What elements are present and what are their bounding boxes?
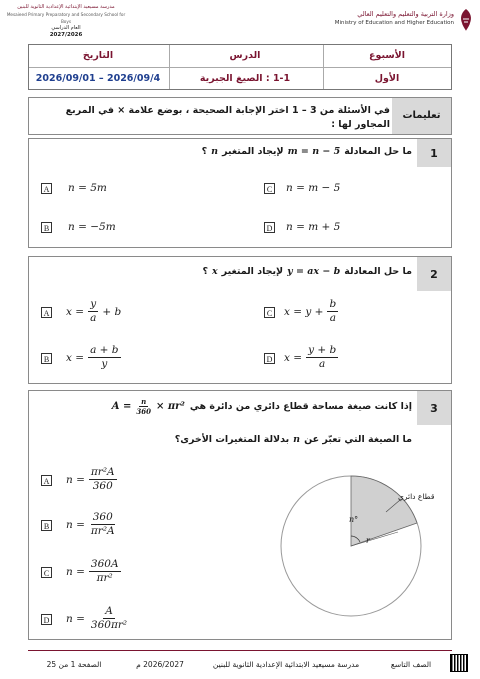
fraction-denominator: a xyxy=(90,312,97,324)
q2-option-a-tail: + b xyxy=(102,305,122,318)
school-name-ar: مدرسة مسيعيد الإبتدائية الإعدادية الثانوية للبنين xyxy=(17,4,115,10)
q2-option-b-lhs: x = xyxy=(66,351,85,364)
footer-grade: الصف التاسع xyxy=(390,660,432,669)
q3-option-b-expr xyxy=(66,511,117,538)
week-header: الأسبوع xyxy=(369,50,405,61)
question-3-subprompt xyxy=(150,434,412,445)
radius-label: r xyxy=(366,536,370,545)
fraction-numerator: a + b xyxy=(90,344,119,356)
fraction-numerator: n xyxy=(141,397,147,406)
q2-option-c-fraction xyxy=(327,298,338,325)
ministry-name-en: Ministry of Education and Higher Education xyxy=(334,20,454,26)
q1-option-d-text: n = m + 5 xyxy=(286,221,341,233)
qr-code-icon xyxy=(450,654,468,672)
q2-option-b-fraction xyxy=(88,344,120,371)
week-value: الأول xyxy=(374,73,400,84)
angle-label: n° xyxy=(349,515,359,524)
question-1-qmark: ؟ xyxy=(201,146,208,157)
fraction-numerator: 360 xyxy=(92,511,113,523)
academic-year: 2027/2026 xyxy=(49,32,83,38)
q2-option-a-expr xyxy=(66,298,121,325)
instructions-label: تعليمات xyxy=(402,110,441,121)
question-3-formula xyxy=(112,397,185,416)
q2-option-a-box[interactable]: A xyxy=(41,307,52,318)
question-2-variable: x xyxy=(212,266,218,277)
date-header: التاريخ xyxy=(82,50,114,61)
fraction-numerator: 360A xyxy=(90,558,119,570)
q3-option-d-lhs: n = xyxy=(66,612,85,625)
footer-rule xyxy=(28,650,452,651)
q1-option-b-box[interactable]: B xyxy=(41,222,52,233)
formula-tail: × πr² xyxy=(156,401,185,412)
formula-lhs: A = xyxy=(111,401,132,412)
fraction-denominator: 360 xyxy=(136,407,151,416)
q1-option-a-box[interactable]: A xyxy=(41,183,52,194)
question-2-equation: y = ax − b xyxy=(287,266,341,277)
footer-school: مدرسة مسيعيد الابتدائية الإعدادية الثانوية للبنين xyxy=(212,660,360,669)
fraction-numerator: b xyxy=(329,298,337,310)
q1-option-d-box[interactable]: D xyxy=(264,222,275,233)
q2-option-c-expr xyxy=(284,298,338,325)
q3-option-a-expr xyxy=(66,466,117,493)
question-2-prompt-b: لإيجاد المتغير xyxy=(221,266,284,277)
q3-option-b-fraction xyxy=(89,511,117,538)
q2-option-d-lhs: x = xyxy=(284,351,303,364)
sector-shape xyxy=(351,476,417,546)
question-1-prompt xyxy=(150,146,412,157)
sector-label: قطاع دائري xyxy=(398,492,435,501)
q3-option-a-lhs: n = xyxy=(66,473,85,486)
footer-year: 2026/2027 م xyxy=(136,660,184,669)
question-2-prompt xyxy=(150,266,412,277)
q1-option-a-text: n = 5m xyxy=(68,182,107,194)
question-1-prompt-a: ما حل المعادلة xyxy=(344,146,412,157)
fraction-numerator: y + b xyxy=(308,344,337,356)
q3-option-d-box[interactable]: D xyxy=(41,614,52,625)
q2-option-b-expr xyxy=(66,344,121,371)
q3-option-a-box[interactable]: A xyxy=(41,475,52,486)
q2-option-c-box[interactable]: C xyxy=(264,307,275,318)
question-1-prompt-b: لإيجاد المتغير xyxy=(222,146,284,157)
lesson-value: 1-1 : الصيغ الجبرية xyxy=(199,73,291,84)
fraction-numerator: A xyxy=(105,605,113,617)
fraction-denominator: a xyxy=(319,358,326,370)
question-2-number: 2 xyxy=(417,257,451,291)
fraction-denominator: 360πr² xyxy=(90,619,128,631)
q3-option-b-lhs: n = xyxy=(66,518,85,531)
fraction-denominator: πr² xyxy=(96,572,113,584)
question-3-prompt-2b: بدلالة المتغيرات الأخرى؟ xyxy=(174,434,290,445)
q1-option-b-text: n = −5m xyxy=(68,221,116,233)
question-3-prompt-a: إذا كانت صيغة مساحة قطاع دائري من دائرة هي xyxy=(189,401,412,412)
fraction-denominator: 360 xyxy=(92,480,113,492)
school-name-en: Mesaieed Primary Preparatory and Secondary School for Boys xyxy=(6,12,126,24)
q3-option-d-fraction xyxy=(89,605,129,632)
q1-option-c-box[interactable]: C xyxy=(264,183,275,194)
question-2-qmark: ؟ xyxy=(202,266,208,277)
q2-option-c-lhs: x = y + xyxy=(284,305,324,318)
question-1-variable: n xyxy=(211,146,219,157)
q3-option-c-box[interactable]: C xyxy=(41,567,52,578)
date-value: 2026/09/01 – 2026/09/4 xyxy=(35,73,161,84)
emblem-icon xyxy=(458,8,474,32)
school-logo xyxy=(6,4,126,40)
question-3-number: 3 xyxy=(417,391,451,425)
q2-option-d-box[interactable]: D xyxy=(264,353,275,364)
q2-option-a-lhs: x = xyxy=(66,305,85,318)
q2-option-b-box[interactable]: B xyxy=(41,353,52,364)
ministry-logo xyxy=(328,8,474,38)
formula-fraction xyxy=(134,397,153,416)
academic-year-label: العام الدراسي xyxy=(51,25,81,31)
fraction-denominator: a xyxy=(329,312,336,324)
ministry-name-ar: وزارة التربية والتعليم والتعليم العالي xyxy=(357,10,454,18)
fraction-denominator: y xyxy=(101,358,108,370)
footer-page: الصفحة 1 من 25 xyxy=(46,660,102,669)
q3-option-c-expr xyxy=(66,558,121,585)
question-1-number: 1 xyxy=(417,139,451,167)
question-3-prompt xyxy=(111,397,412,416)
fraction-numerator: πr²A xyxy=(90,466,115,478)
q3-option-c-fraction xyxy=(89,558,121,585)
q1-option-c-text: n = m − 5 xyxy=(286,182,341,194)
q2-option-a-fraction xyxy=(88,298,98,325)
question-1-equation: m = n − 5 xyxy=(287,146,341,157)
question-3-prompt-2var: n xyxy=(293,434,301,445)
sector-diagram xyxy=(276,454,426,629)
question-2-prompt-a: ما حل المعادلة xyxy=(344,266,412,277)
lesson-header: الدرس xyxy=(229,50,261,61)
question-3-prompt-2a: ما الصيغة التي تعبّر عن xyxy=(304,434,412,445)
q3-option-d-expr xyxy=(66,605,129,632)
q3-option-c-lhs: n = xyxy=(66,565,85,578)
q2-option-d-expr xyxy=(284,344,338,371)
q2-option-d-fraction xyxy=(306,344,338,371)
fraction-denominator: πr²A xyxy=(90,525,115,537)
q3-option-b-box[interactable]: B xyxy=(41,520,52,531)
fraction-numerator: y xyxy=(90,298,97,310)
q3-option-a-fraction xyxy=(89,466,117,493)
instructions-text: في الأسئلة من 3 – 1 اختر الإجابة الصحيحة ، بوضع علامة × في المربع المجاور لها : xyxy=(65,105,390,130)
